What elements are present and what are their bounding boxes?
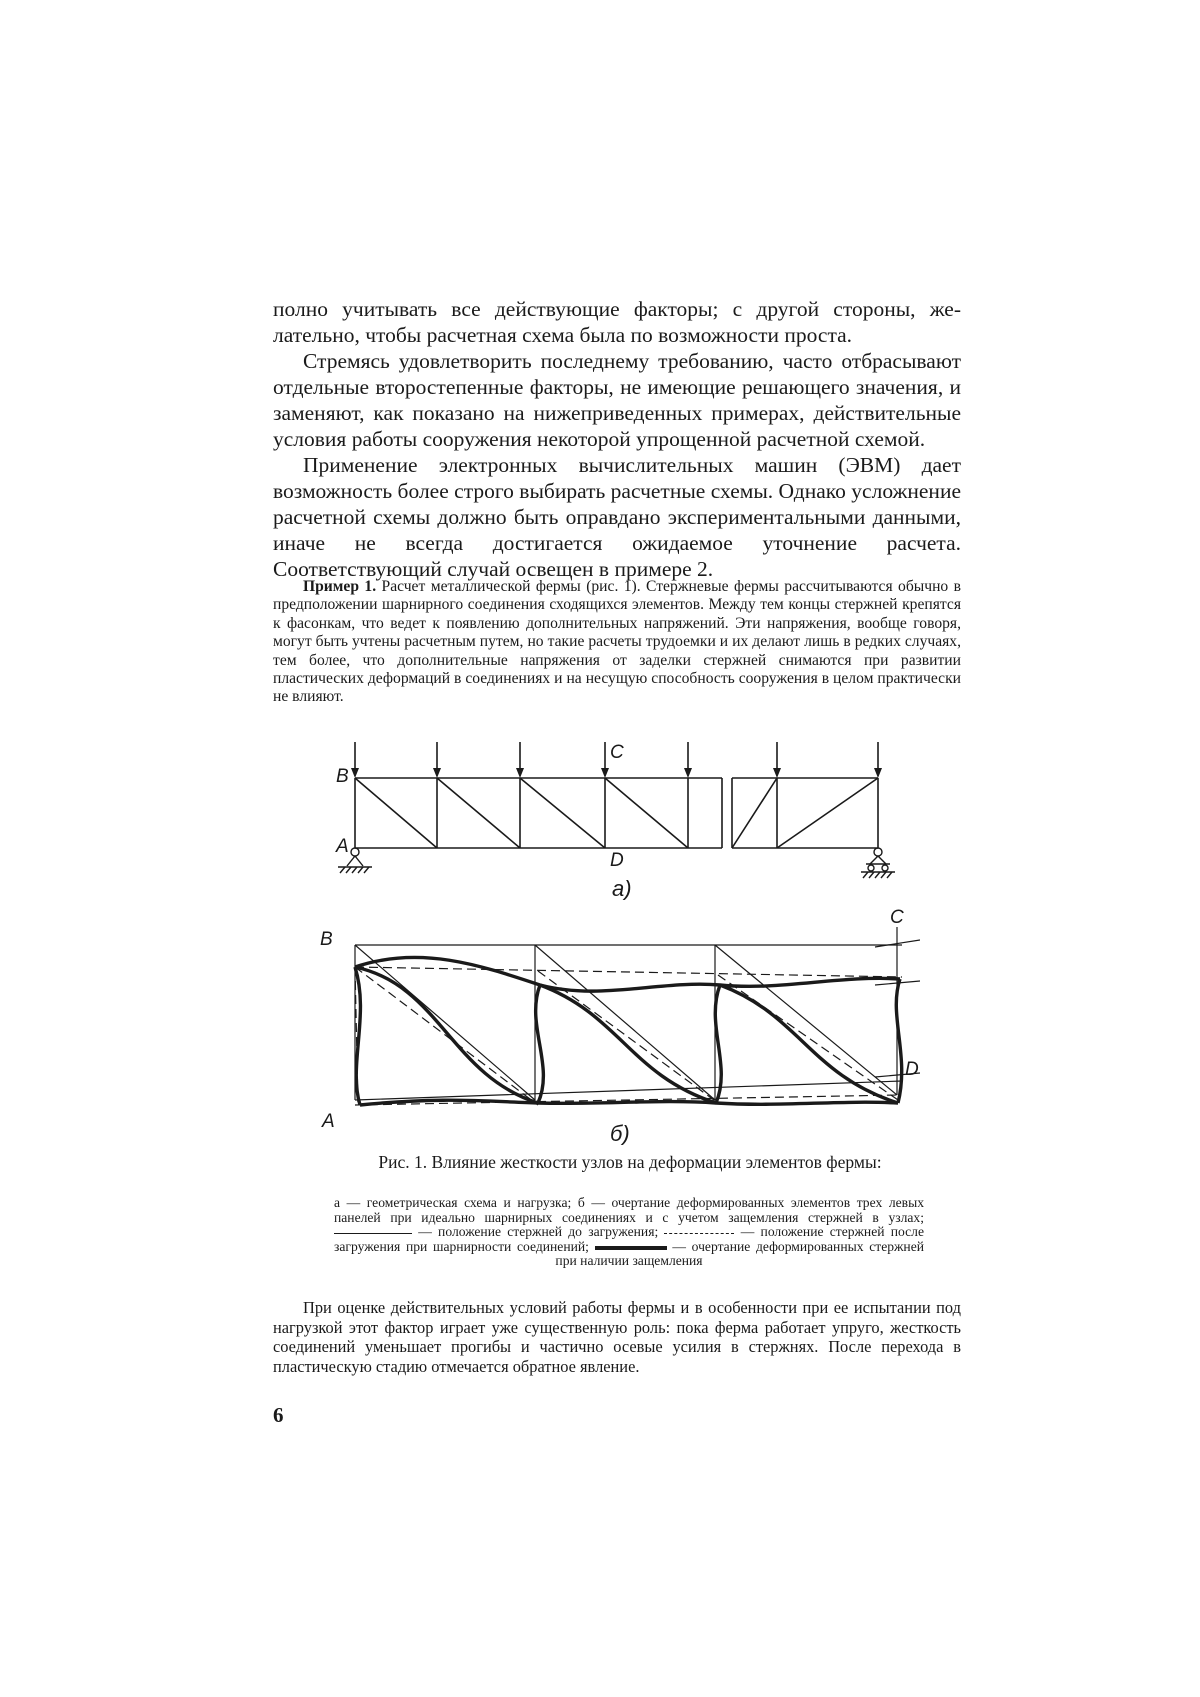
label-a-sub: а) (612, 876, 632, 900)
support-right (861, 848, 895, 878)
label-b-B: B (320, 929, 333, 950)
label-b-D: D (905, 1059, 919, 1080)
paragraph-2: Стремясь удовлетворить последнему требованию, часто отбрасывают отдельные второстепенные факторы, не имеющие решающего значения, и заменяют, как показано на нижеприведенных примерах, действительные условия работы сооружения некоторой упрощенной расчетной схемой. (273, 349, 961, 451)
label-a-A: A (336, 836, 349, 857)
example-block (273, 578, 961, 707)
example-paragraph (273, 578, 961, 707)
figure-caption-title: Рис. 1. Влияние жесткости узлов на деформации элементов фермы: (378, 1152, 882, 1172)
legend-part-2: — положение стержней до загружения; (418, 1224, 659, 1240)
label-a-C: C (610, 742, 624, 763)
label-a-B: B (336, 766, 349, 787)
paragraph-3: Применение электронных вычислительных машин (ЭВМ) дает возможность более строго выбирать расчетные схемы. Однако усложнение расчетной схемы должно быть оправдано экспериментальными данными, иначе не всегда достигается ожидаемое уточнение расчета. Соответствующий случай освещен в примере 2. (273, 453, 961, 581)
legend-text (334, 1196, 924, 1269)
label-a-D: D (610, 850, 624, 871)
label-b-sub: б) (610, 1121, 630, 1145)
dashed-line-sample (664, 1233, 734, 1234)
legend-part-1: а — геометрическая схема и нагрузка; б — очертание деформированных элементов трех левых панелей при идеально шарнирных соединениях и с учетом защемления стержней в узлах; (334, 1195, 924, 1225)
solid-line-sample (334, 1233, 412, 1234)
label-b-A: A (322, 1111, 335, 1132)
closing-paragraph: При оценке действительных условий работы фермы и в особенности при ее испытании под нагрузкой этот фактор играет уже существенную роль: пока ферма работает упруго, жесткость соединений уменьшает прогибы и частично осевые усилия в стержнях. После перехода в пластическую стадию отмечается обратное явление. (273, 1298, 961, 1376)
legend-part-3: — положение стержней после загружения при шарнирности соединений; (334, 1224, 925, 1254)
figure-b-deformed-panels (300, 905, 920, 1145)
paragraph-1: полно учитывать все действующие факторы; с другой стороны, желательно, чтобы расчетная схема была по возможности проста. (273, 297, 961, 347)
main-text (273, 296, 961, 582)
figure-caption-legend (334, 1196, 924, 1269)
example-text: Расчет металлической фермы (рис. 1). Стержневые фермы рассчитываются обычно в предположении шарнирного соединения сходящихся элементов. Между тем концы стержней крепятся к фасонкам, что ведет к появлению дополнительных напряжений. Эти напряжения, вообще говоря, могут быть учтены расчетным путем, но такие расчеты трудоемки и их делают лишь в редких случаях, тем более, что дополнительные напряжения от заделки стержней снимаются при развитии пластических деформаций в соединениях и на несущую способность сооружения в целом практически не влияют. (273, 578, 961, 706)
thick-line-sample (595, 1246, 667, 1250)
figure-a-truss-scheme (300, 730, 910, 900)
label-b-C: C (890, 907, 904, 928)
legend-part-4: — очертание деформированных стержней при наличии защемления (555, 1238, 925, 1269)
page-number: 6 (273, 1403, 284, 1427)
example-label: Пример 1. (303, 578, 377, 595)
closing-block (273, 1298, 961, 1376)
